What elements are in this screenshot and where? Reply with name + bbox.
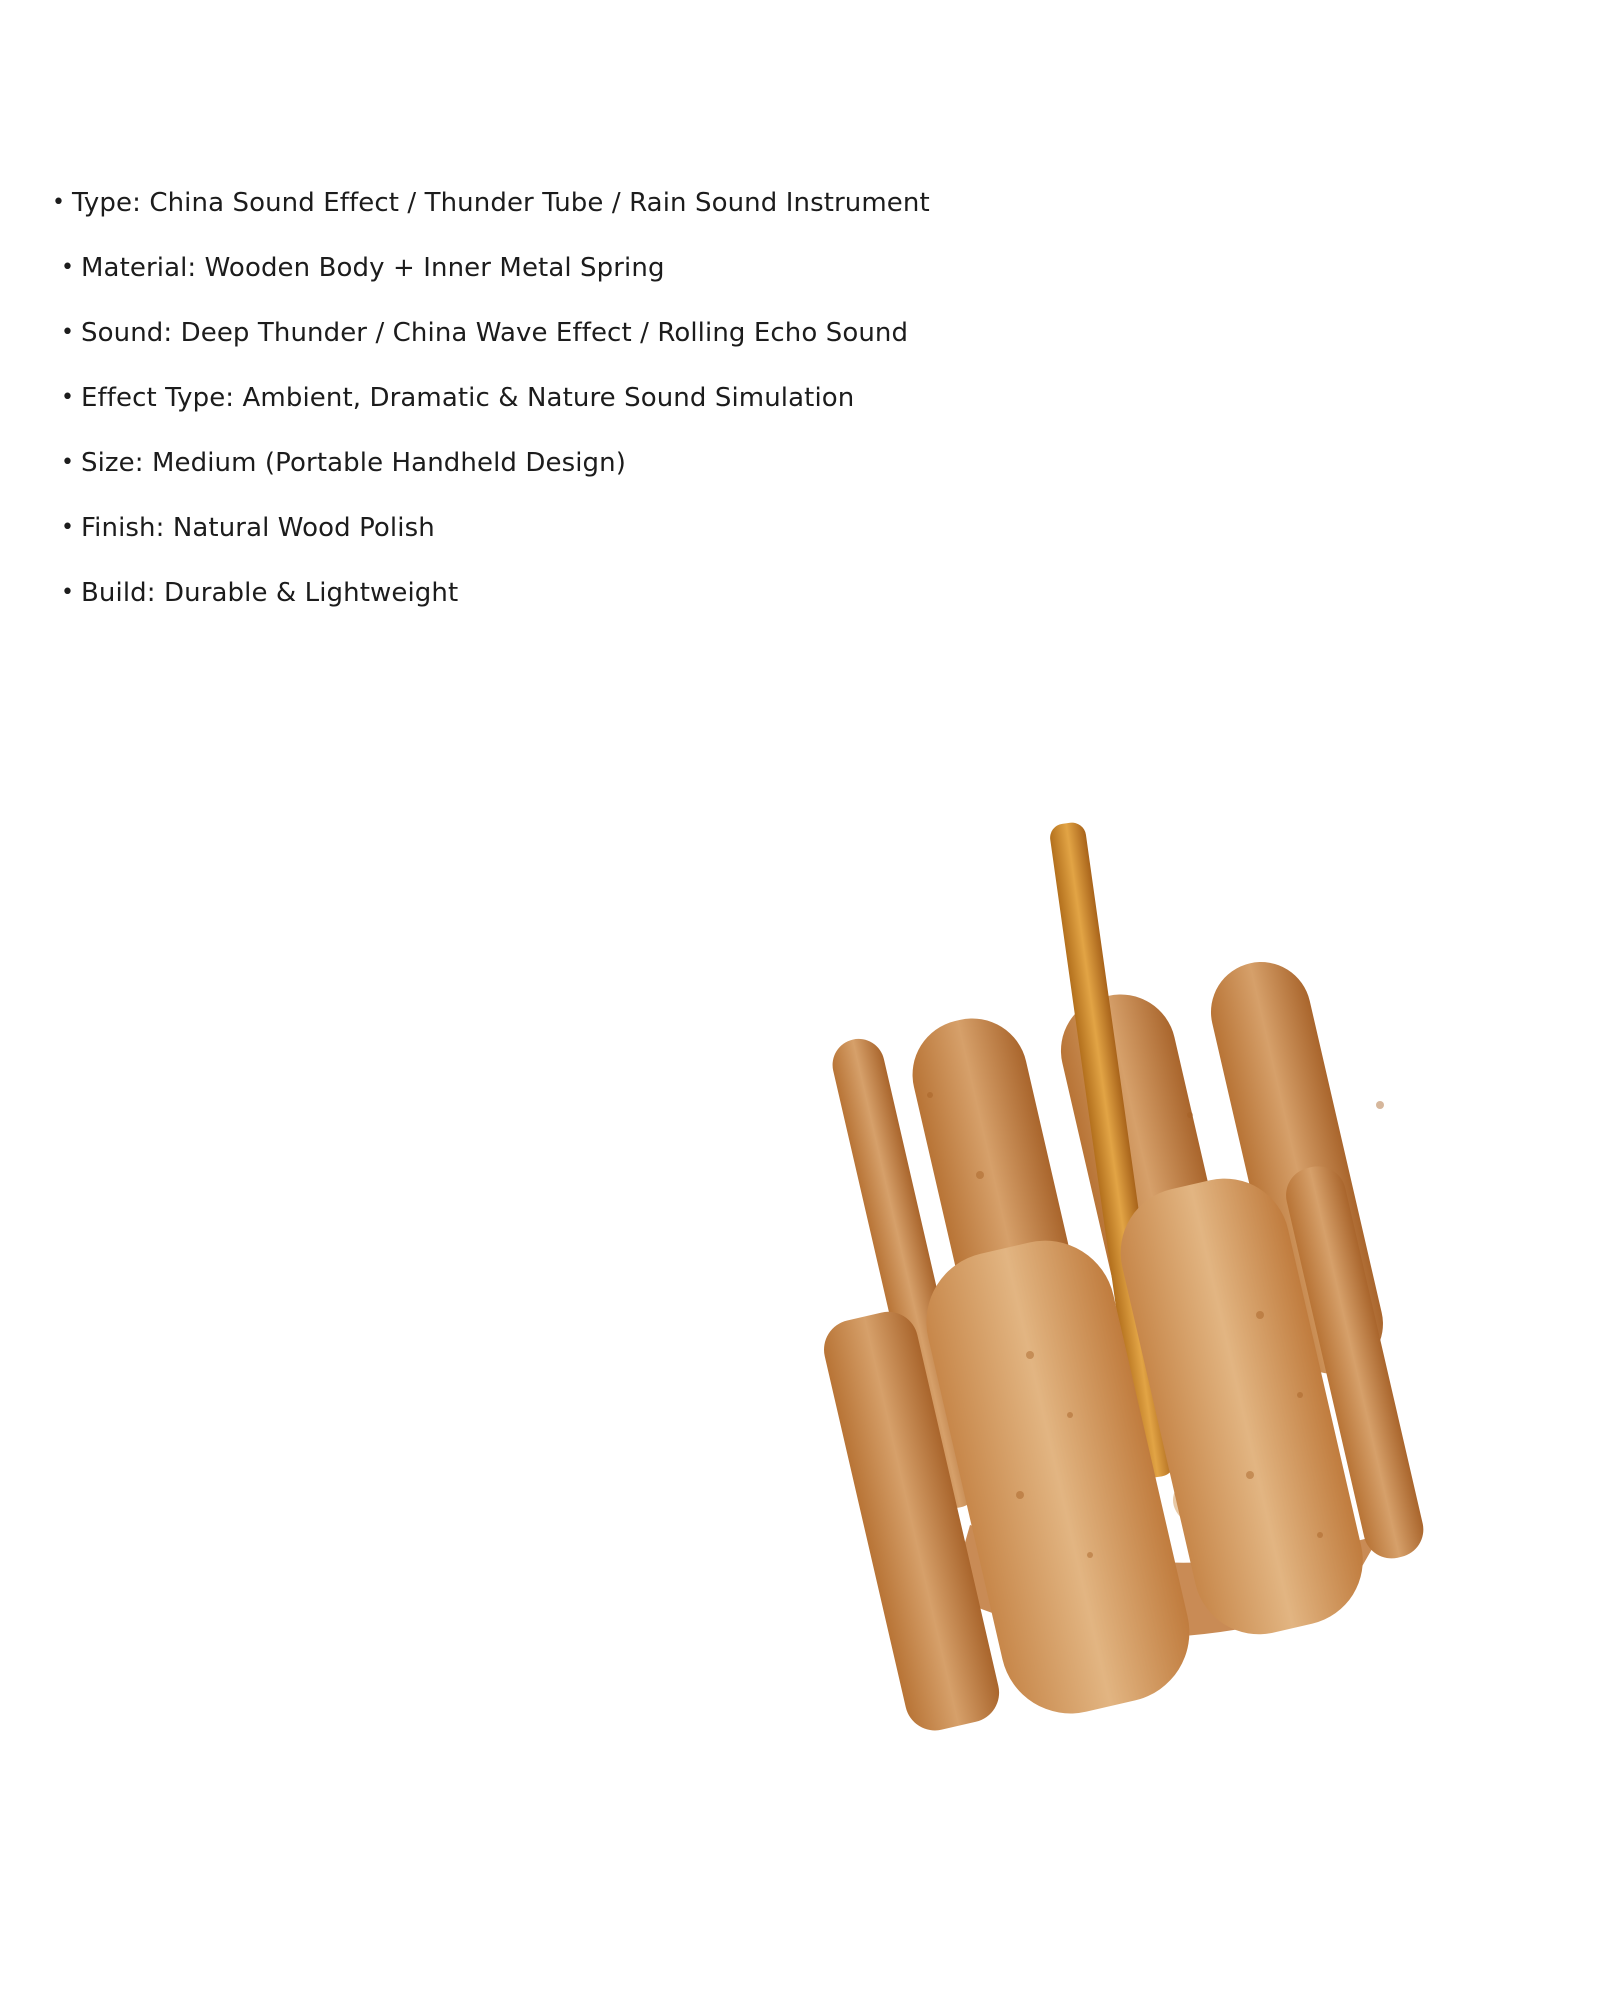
bullet: • [61, 450, 75, 475]
bullet: • [61, 255, 75, 280]
bullet: • [61, 580, 75, 605]
bullet: • [61, 385, 75, 410]
spec-item-build [52, 560, 930, 625]
spec-item-size [52, 430, 930, 495]
spec-item-sound [52, 300, 930, 365]
spec-item-finish [52, 495, 930, 560]
spec-item-material [52, 235, 930, 300]
spec-text: Finish: Natural Wood Polish [81, 512, 435, 543]
product-image [780, 795, 1520, 1740]
spec-text: Material: Wooden Body + Inner Metal Spring [81, 252, 665, 283]
spec-text: Effect Type: Ambient, Dramatic & Nature Sound Simulation [81, 382, 855, 413]
bullet: • [61, 320, 75, 345]
spec-text: Build: Durable & Lightweight [81, 577, 459, 608]
spec-text: Sound: Deep Thunder / China Wave Effect / Rolling Echo Sound [81, 317, 909, 348]
spec-item-type [52, 170, 930, 235]
spec-list [52, 170, 930, 625]
bullet: • [61, 515, 75, 540]
bullet: • [52, 190, 66, 215]
spec-item-effect-type [52, 365, 930, 430]
spec-text: Type: China Sound Effect / Thunder Tube / Rain Sound Instrument [72, 187, 930, 218]
drum-illustration [806, 821, 1447, 1740]
spec-text: Size: Medium (Portable Handheld Design) [81, 447, 626, 478]
